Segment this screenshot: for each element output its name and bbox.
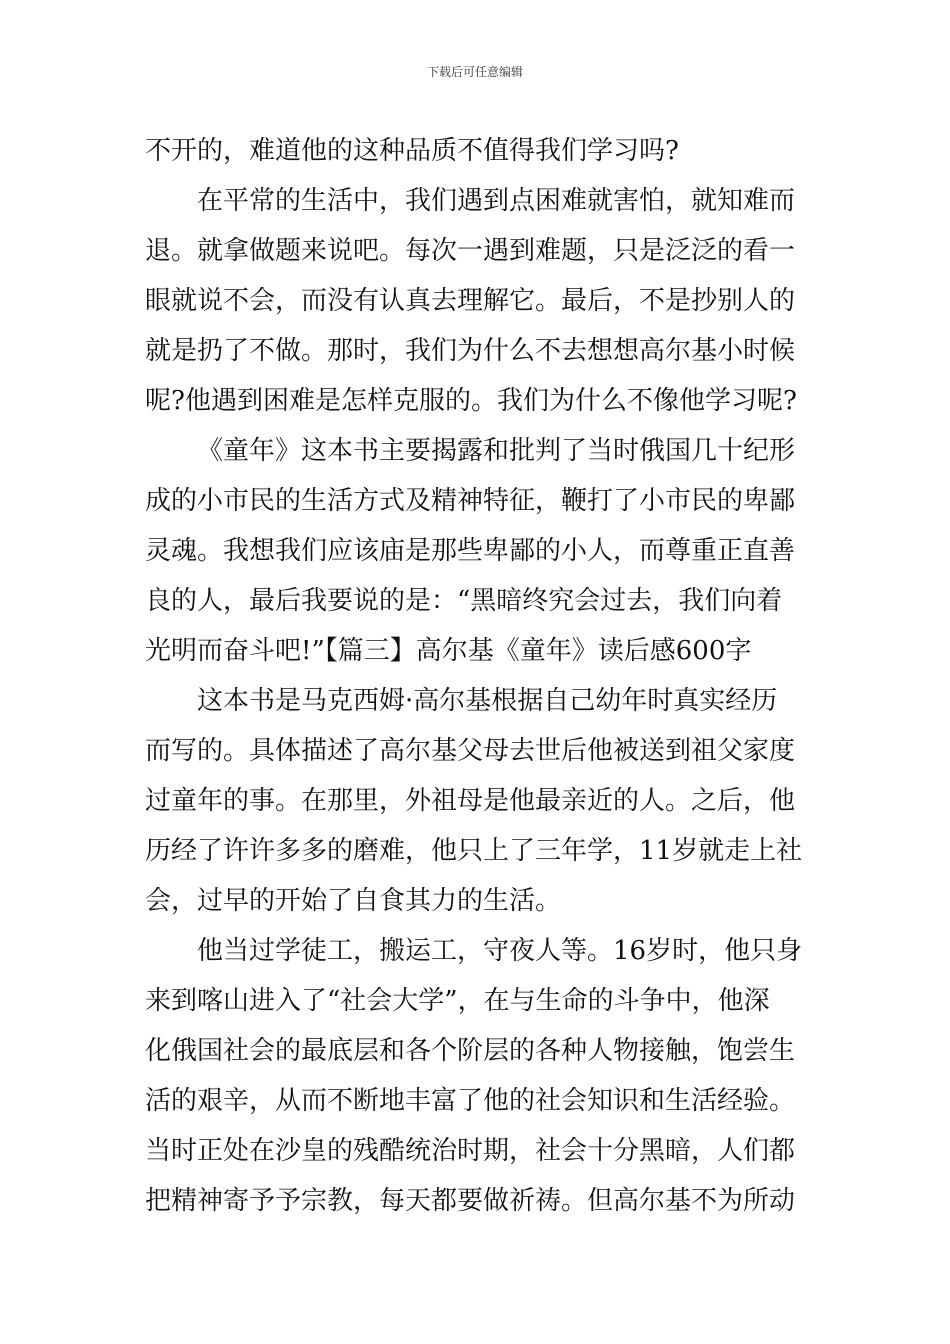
text-line: 当时正处在沙皇的残酷统治时期，社会十分黑暗，人们都 [145,1136,796,1166]
text-line: 在平常的生活中，我们遇到点困难就害怕，就知难而 [197,186,796,216]
text-line: 退。就拿做题来说吧。每次一遇到难题，只是泛泛的看一 [145,236,796,266]
text-line: 就是扔了不做。那时，我们为什么不去想想高尔基小时候 [145,336,796,366]
text-line: 《童年》这本书主要揭露和批判了当时俄国几十纪形 [197,436,796,466]
text-line: 灵魂。我想我们应该庙是那些卑鄙的小人，而尊重正直善 [145,536,796,566]
text-line: 成的小市民的生活方式及精神特征，鞭打了小市民的卑鄙 [145,486,796,516]
text-line: 光明而奋斗吧!”【篇三】高尔基《童年》读后感600字 [145,636,752,666]
text-line: 不开的，难道他的这种品质不值得我们学习吗? [145,136,679,166]
body-text [145,126,810,1226]
text-line: 这本书是马克西姆·高尔基根据自己幼年时真实经历 [197,686,778,716]
text-line: 他当过学徒工，搬运工，守夜人等。16岁时，他只身 [197,936,803,966]
text-line: 活的艰辛，从而不断地丰富了他的社会知识和生活经验。 [145,1086,796,1116]
text-line: 会，过早的开始了自食其力的生活。 [145,886,562,916]
text-line: 眼就说不会，而没有认真去理解它。最后，不是抄别人的 [145,286,796,316]
page-header-note: 下载后可任意编辑 [426,65,523,79]
text-line: 过童年的事。在那里，外祖母是他最亲近的人。之后，他 [145,786,796,816]
text-line: 来到喀山进入了“社会大学”，在与生命的斗争中，他深 [145,986,770,1016]
text-line: 把精神寄予予宗教，每天都要做祈祷。但高尔基不为所动 [145,1186,796,1216]
text-line: 良的人，最后我要说的是：“黑暗终究会过去，我们向着 [145,586,783,616]
text-line: 呢?他遇到困难是怎样克服的。我们为什么不像他学习呢? [145,386,797,416]
text-line: 化俄国社会的最底层和各个阶层的各种人物接触，饱尝生 [145,1036,796,1066]
text-line: 而写的。具体描述了高尔基父母去世后他被送到祖父家度 [145,736,796,766]
text-line: 历经了许许多多的磨难，他只上了三年学，11岁就走上社 [145,836,803,866]
